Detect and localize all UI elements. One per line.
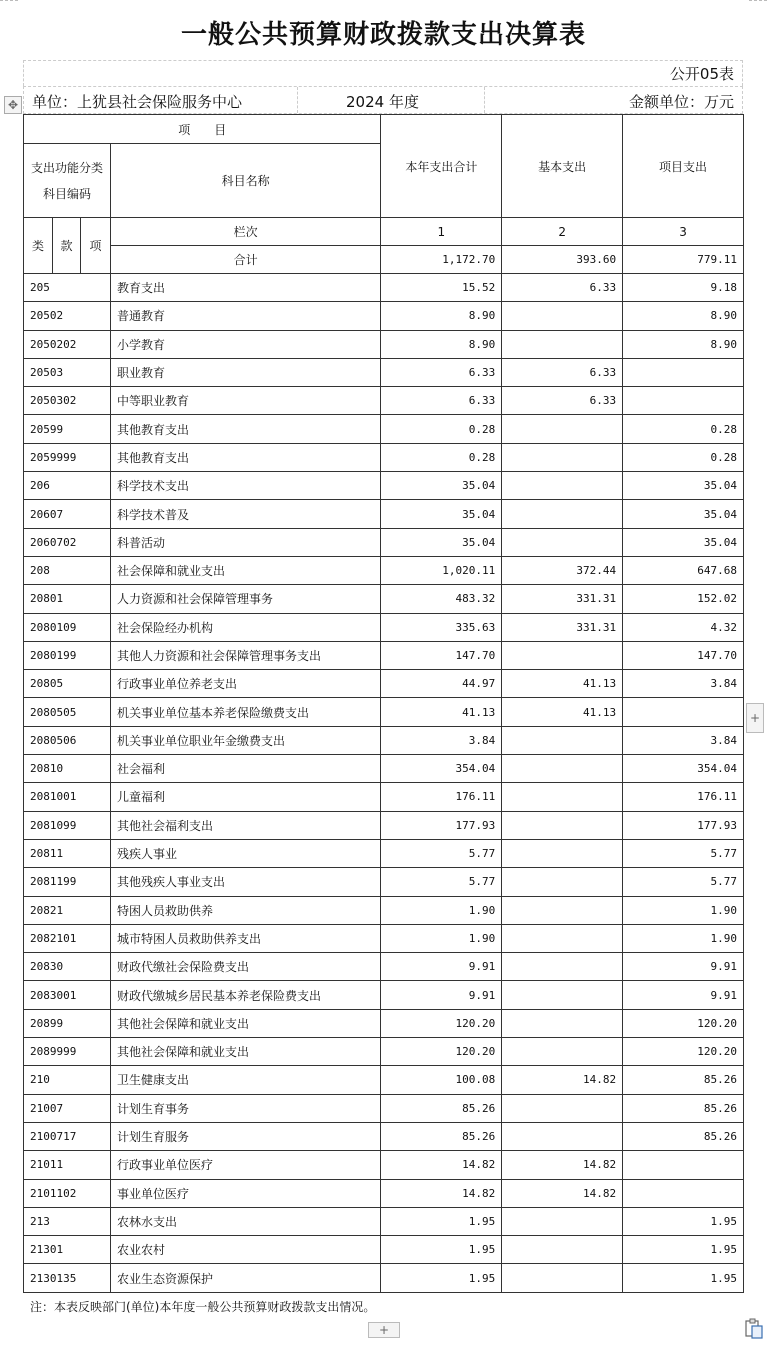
row-total: 44.97	[381, 670, 502, 698]
row-code: 20811	[24, 839, 111, 867]
row-total: 14.82	[381, 1151, 502, 1179]
row-project: 3.84	[623, 670, 744, 698]
table-row	[24, 1038, 744, 1066]
table-row	[24, 641, 744, 669]
add-icon[interactable]: +	[746, 703, 764, 733]
header-row	[24, 115, 744, 144]
row-project: 35.04	[623, 472, 744, 500]
row-code: 2130135	[24, 1264, 111, 1292]
row-name: 普通教育	[110, 302, 380, 330]
header-lei: 类	[24, 218, 53, 274]
table-row	[24, 1094, 744, 1122]
row-project	[623, 387, 744, 415]
row-name: 机关事业单位基本养老保险缴费支出	[110, 698, 380, 726]
table-row	[24, 302, 744, 330]
page-corner-mark	[0, 0, 18, 1]
row-code: 2060702	[24, 528, 111, 556]
row-project: 85.26	[623, 1066, 744, 1094]
row-project: 1.95	[623, 1264, 744, 1292]
row-project: 147.70	[623, 641, 744, 669]
row-name: 其他残疾人事业支出	[110, 868, 380, 896]
row-total: 85.26	[381, 1122, 502, 1150]
table-row	[24, 556, 744, 584]
row-basic	[502, 868, 623, 896]
row-total: 8.90	[381, 330, 502, 358]
row-code: 2080506	[24, 726, 111, 754]
row-project: 5.77	[623, 868, 744, 896]
row-total: 1.90	[381, 896, 502, 924]
row-basic	[502, 1094, 623, 1122]
table-row	[24, 839, 744, 867]
row-code: 2050202	[24, 330, 111, 358]
table-row	[24, 924, 744, 952]
row-project: 9.18	[623, 274, 744, 302]
row-name: 城市特困人员救助供养支出	[110, 924, 380, 952]
row-total: 1.95	[381, 1264, 502, 1292]
row-code: 2081099	[24, 811, 111, 839]
row-code: 2080109	[24, 613, 111, 641]
row-name: 科普活动	[110, 528, 380, 556]
table-row	[24, 274, 744, 302]
dashed-divider	[297, 87, 298, 113]
table-row	[24, 896, 744, 924]
row-total: 9.91	[381, 953, 502, 981]
row-project	[623, 698, 744, 726]
row-basic	[502, 981, 623, 1009]
row-name: 农业生态资源保护	[110, 1264, 380, 1292]
row-name: 儿童福利	[110, 783, 380, 811]
unit-row	[23, 86, 743, 114]
row-name: 社会保障和就业支出	[110, 556, 380, 584]
row-name: 农业农村	[110, 1236, 380, 1264]
row-total: 35.04	[381, 528, 502, 556]
table-row	[24, 415, 744, 443]
row-name: 财政代缴社会保险费支出	[110, 953, 380, 981]
row-project: 152.02	[623, 585, 744, 613]
row-code: 2083001	[24, 981, 111, 1009]
row-project: 0.28	[623, 415, 744, 443]
dashed-divider	[484, 87, 485, 113]
row-basic: 331.31	[502, 585, 623, 613]
row-basic	[502, 1236, 623, 1264]
row-total: 354.04	[381, 755, 502, 783]
row-code: 20599	[24, 415, 111, 443]
row-code: 208	[24, 556, 111, 584]
sum-project: 779.11	[623, 246, 744, 274]
table-row	[24, 472, 744, 500]
expenditure-table	[23, 114, 744, 1293]
row-total: 35.04	[381, 472, 502, 500]
row-code: 20830	[24, 953, 111, 981]
row-basic	[502, 302, 623, 330]
row-code: 21011	[24, 1151, 111, 1179]
table-row	[24, 670, 744, 698]
row-total: 41.13	[381, 698, 502, 726]
row-name: 机关事业单位职业年金缴费支出	[110, 726, 380, 754]
row-total: 9.91	[381, 981, 502, 1009]
row-total: 35.04	[381, 500, 502, 528]
header-sum-label: 合计	[110, 246, 380, 274]
table-row	[24, 613, 744, 641]
row-basic: 14.82	[502, 1151, 623, 1179]
row-code: 20607	[24, 500, 111, 528]
row-basic: 331.31	[502, 613, 623, 641]
row-total: 5.77	[381, 839, 502, 867]
row-name: 计划生育服务	[110, 1122, 380, 1150]
row-code: 2082101	[24, 924, 111, 952]
table-row	[24, 1207, 744, 1235]
row-code: 205	[24, 274, 111, 302]
table-row	[24, 387, 744, 415]
table-row	[24, 811, 744, 839]
header-subject-name: 科目名称	[110, 144, 380, 218]
row-basic	[502, 415, 623, 443]
row-basic: 372.44	[502, 556, 623, 584]
row-project: 177.93	[623, 811, 744, 839]
header-project: 项目支出	[623, 115, 744, 218]
header-col2: 2	[502, 218, 623, 246]
row-total: 1.95	[381, 1207, 502, 1235]
row-code: 21301	[24, 1236, 111, 1264]
add-icon[interactable]: +	[368, 1322, 400, 1338]
table-row	[24, 1066, 744, 1094]
row-code: 2100717	[24, 1122, 111, 1150]
row-code: 2080199	[24, 641, 111, 669]
row-total: 14.82	[381, 1179, 502, 1207]
row-project: 8.90	[623, 330, 744, 358]
sum-total: 1,172.70	[381, 246, 502, 274]
row-basic	[502, 1264, 623, 1292]
header-total: 本年支出合计	[381, 115, 502, 218]
row-basic	[502, 472, 623, 500]
table-row	[24, 1122, 744, 1150]
row-code: 21007	[24, 1094, 111, 1122]
header-basic: 基本支出	[502, 115, 623, 218]
row-name: 其他社会保障和就业支出	[110, 1009, 380, 1037]
row-total: 147.70	[381, 641, 502, 669]
row-project: 120.20	[623, 1009, 744, 1037]
row-project: 176.11	[623, 783, 744, 811]
row-total: 6.33	[381, 358, 502, 386]
row-name: 社会保险经办机构	[110, 613, 380, 641]
row-project: 35.04	[623, 528, 744, 556]
row-name: 其他社会保障和就业支出	[110, 1038, 380, 1066]
row-project: 9.91	[623, 953, 744, 981]
row-basic	[502, 783, 623, 811]
row-project: 5.77	[623, 839, 744, 867]
table-row	[24, 698, 744, 726]
row-name: 行政事业单位医疗	[110, 1151, 380, 1179]
header-kuan: 款	[52, 218, 80, 274]
money-unit-label: 金额单位：万元	[628, 93, 734, 111]
row-project: 647.68	[623, 556, 744, 584]
row-project	[623, 358, 744, 386]
row-project: 1.95	[623, 1207, 744, 1235]
row-project	[623, 1151, 744, 1179]
header-row	[24, 218, 744, 246]
table-row	[24, 585, 744, 613]
row-basic: 14.82	[502, 1179, 623, 1207]
row-total: 5.77	[381, 868, 502, 896]
row-total: 1,020.11	[381, 556, 502, 584]
table-row	[24, 783, 744, 811]
row-project	[623, 1179, 744, 1207]
row-project: 120.20	[623, 1038, 744, 1066]
sum-row	[24, 246, 744, 274]
row-name: 财政代缴城乡居民基本养老保险费支出	[110, 981, 380, 1009]
row-total: 176.11	[381, 783, 502, 811]
table-row	[24, 1009, 744, 1037]
row-project: 8.90	[623, 302, 744, 330]
row-project: 0.28	[623, 443, 744, 471]
row-code: 20821	[24, 896, 111, 924]
row-code: 206	[24, 472, 111, 500]
row-name: 农林水支出	[110, 1207, 380, 1235]
row-total: 0.28	[381, 415, 502, 443]
row-project: 1.90	[623, 924, 744, 952]
table-row	[24, 953, 744, 981]
header-func-code	[24, 144, 111, 218]
row-name: 行政事业单位养老支出	[110, 670, 380, 698]
table-row	[24, 1179, 744, 1207]
row-total: 177.93	[381, 811, 502, 839]
table-row	[24, 1264, 744, 1292]
row-basic	[502, 1122, 623, 1150]
row-total: 120.20	[381, 1009, 502, 1037]
header-func-code-line1: 支出功能分类	[30, 160, 103, 175]
row-name: 计划生育事务	[110, 1094, 380, 1122]
paste-options-icon[interactable]	[744, 1318, 764, 1340]
row-basic	[502, 443, 623, 471]
row-code: 2081001	[24, 783, 111, 811]
row-name: 残疾人事业	[110, 839, 380, 867]
row-project: 4.32	[623, 613, 744, 641]
row-total: 85.26	[381, 1094, 502, 1122]
row-code: 20899	[24, 1009, 111, 1037]
row-basic	[502, 1207, 623, 1235]
row-project: 354.04	[623, 755, 744, 783]
table-number: 公开05表	[669, 65, 734, 83]
row-name: 社会福利	[110, 755, 380, 783]
row-total: 8.90	[381, 302, 502, 330]
row-code: 213	[24, 1207, 111, 1235]
page-title: 一般公共预算财政拨款支出决算表	[180, 20, 586, 50]
header-item: 项 目	[24, 115, 381, 144]
table-row	[24, 443, 744, 471]
row-total: 6.33	[381, 387, 502, 415]
page-corner-mark	[749, 0, 767, 1]
row-basic	[502, 528, 623, 556]
row-name: 中等职业教育	[110, 387, 380, 415]
row-name: 事业单位医疗	[110, 1179, 380, 1207]
row-total: 1.90	[381, 924, 502, 952]
table-row	[24, 726, 744, 754]
row-code: 20805	[24, 670, 111, 698]
row-total: 1.95	[381, 1236, 502, 1264]
row-basic	[502, 755, 623, 783]
move-icon[interactable]: ✥	[4, 96, 22, 114]
row-basic	[502, 924, 623, 952]
table-row	[24, 981, 744, 1009]
row-basic: 6.33	[502, 358, 623, 386]
table-number-row	[23, 60, 743, 86]
unit-label: 单位：上犹县社会保险服务中心	[32, 93, 243, 111]
row-name: 其他人力资源和社会保障管理事务支出	[110, 641, 380, 669]
table-row	[24, 755, 744, 783]
header-func-code-line2: 科目编码	[42, 186, 91, 201]
row-code: 2059999	[24, 443, 111, 471]
row-code: 20502	[24, 302, 111, 330]
row-code: 2089999	[24, 1038, 111, 1066]
row-code: 2080505	[24, 698, 111, 726]
row-total: 15.52	[381, 274, 502, 302]
row-basic: 41.13	[502, 698, 623, 726]
row-basic	[502, 839, 623, 867]
row-name: 职业教育	[110, 358, 380, 386]
header-xiang: 项	[80, 218, 110, 274]
row-basic: 41.13	[502, 670, 623, 698]
row-name: 科学技术普及	[110, 500, 380, 528]
table-row	[24, 868, 744, 896]
row-name: 科学技术支出	[110, 472, 380, 500]
row-name: 小学教育	[110, 330, 380, 358]
row-name: 教育支出	[110, 274, 380, 302]
row-name: 其他教育支出	[110, 443, 380, 471]
row-code: 2081199	[24, 868, 111, 896]
row-basic	[502, 811, 623, 839]
row-name: 卫生健康支出	[110, 1066, 380, 1094]
row-name: 特困人员救助供养	[110, 896, 380, 924]
table-row	[24, 528, 744, 556]
header-col1: 1	[381, 218, 502, 246]
row-code: 210	[24, 1066, 111, 1094]
row-project: 1.90	[623, 896, 744, 924]
row-name: 人力资源和社会保障管理事务	[110, 585, 380, 613]
row-basic	[502, 726, 623, 754]
row-total: 100.08	[381, 1066, 502, 1094]
row-code: 2101102	[24, 1179, 111, 1207]
row-basic: 6.33	[502, 387, 623, 415]
row-name: 其他社会福利支出	[110, 811, 380, 839]
row-code: 20810	[24, 755, 111, 783]
header-col3: 3	[623, 218, 744, 246]
row-code: 20503	[24, 358, 111, 386]
year-label: 2024 年度	[346, 93, 419, 111]
table-row	[24, 358, 744, 386]
row-project: 35.04	[623, 500, 744, 528]
row-project: 85.26	[623, 1094, 744, 1122]
table-row	[24, 1151, 744, 1179]
row-basic	[502, 1038, 623, 1066]
row-total: 120.20	[381, 1038, 502, 1066]
row-total: 335.63	[381, 613, 502, 641]
table-row	[24, 500, 744, 528]
sum-basic: 393.60	[502, 246, 623, 274]
row-project: 1.95	[623, 1236, 744, 1264]
footnote: 注：本表反映部门(单位)本年度一般公共预算财政拨款支出情况。	[30, 1300, 376, 1314]
row-basic: 6.33	[502, 274, 623, 302]
row-basic: 14.82	[502, 1066, 623, 1094]
row-basic	[502, 1009, 623, 1037]
row-project: 3.84	[623, 726, 744, 754]
row-total: 3.84	[381, 726, 502, 754]
row-basic	[502, 330, 623, 358]
table-row	[24, 1236, 744, 1264]
row-total: 483.32	[381, 585, 502, 613]
row-code: 2050302	[24, 387, 111, 415]
row-basic	[502, 953, 623, 981]
header-col-label: 栏次	[110, 218, 380, 246]
row-basic	[502, 500, 623, 528]
row-name: 其他教育支出	[110, 415, 380, 443]
row-project: 9.91	[623, 981, 744, 1009]
row-code: 20801	[24, 585, 111, 613]
row-project: 85.26	[623, 1122, 744, 1150]
row-total: 0.28	[381, 443, 502, 471]
row-basic	[502, 641, 623, 669]
table-row	[24, 330, 744, 358]
row-basic	[502, 896, 623, 924]
